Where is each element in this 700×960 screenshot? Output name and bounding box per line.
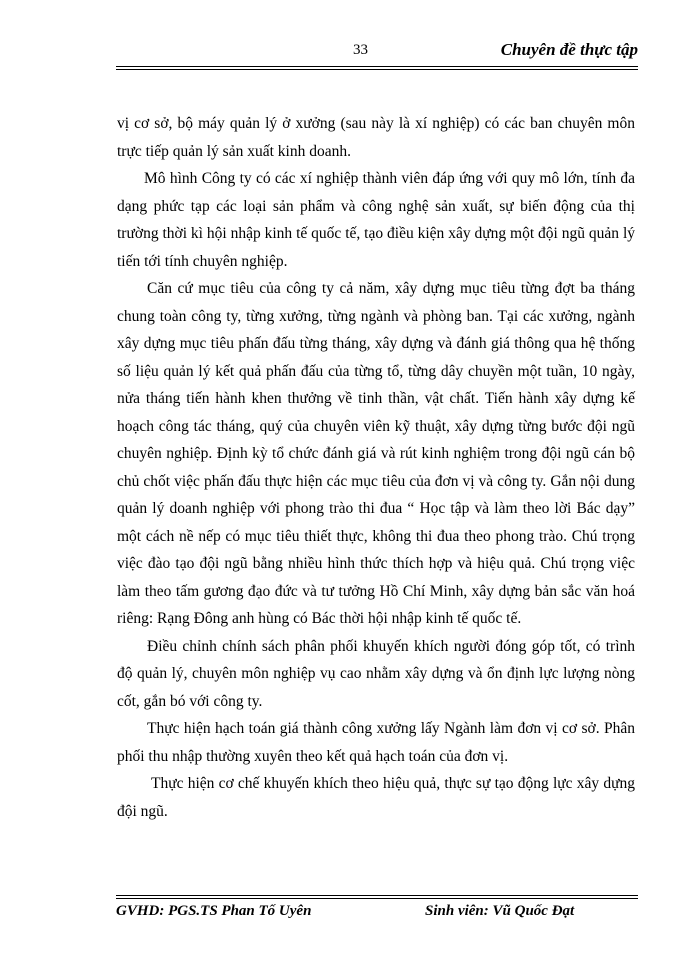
page-footer xyxy=(116,903,638,925)
paragraph: Căn cứ mục tiêu của công ty cả năm, xây dựng mục tiêu từng đợt ba tháng chung toàn công ty, từng xưởng, từng ngành và phòng ban. Tại các xưởng, ngành xây dựng mục tiêu phấn đấu từng tháng, xây dựng và đánh giá thông qua hệ thống số liệu quản lý kết quả phấn đấu của từng tổ, từng dây chuyền một tuần, 10 ngày, nửa tháng tiến hành khen thưởng về tinh thần, vật chất. Tiến hành xây dựng kế hoạch công tác tháng, quý của chuyên viên kỹ thuật, xây dựng từng bước đội ngũ chuyên nghiệp. Định kỳ tổ chức đánh giá và rút kinh nghiệm trong đội ngũ cán bộ chủ chốt việc phấn đấu thực hiện các mục tiêu của đơn vị và công ty. Gắn nội dung quản lý doanh nghiệp với phong trào thi đua “ Học tập và làm theo lời Bác dạy” một cách nề nếp có mục tiêu thiết thực, không thi đua theo phong trào. Chú trọng việc đào tạo đội ngũ bằng nhiều hình thức thích hợp và hiệu quả. Chú trọng việc làm theo tấm gương đạo đức và tư tưởng Hồ Chí Minh, xây dựng bản sắc văn hoá riêng: Rạng Đông anh hùng có Bác thời hội nhập kinh tế quốc tế. xyxy=(117,280,635,627)
page-number: 33 xyxy=(353,42,368,58)
running-title: Chuyên đề thực tập xyxy=(500,40,638,59)
paragraph: Thực hiện cơ chế khuyến khích theo hiệu quả, thực sự tạo động lực xây dựng đội ngũ. xyxy=(117,775,635,820)
paragraph: Điều chỉnh chính sách phân phối khuyến khích người đóng góp tốt, có trình độ quản lý, chuyên môn nghiệp vụ cao nhằm xây dựng và ổn định lực lượng nòng cốt, gắn bó với công ty. xyxy=(117,637,635,710)
footer-rule xyxy=(116,895,638,896)
advisor-name: GVHD: PGS.TS Phan Tố Uyên xyxy=(116,903,312,919)
body-text xyxy=(117,110,635,825)
page-header xyxy=(116,40,638,64)
student-name: Sinh viên: Vũ Quốc Đạt xyxy=(425,903,575,919)
footer-rule xyxy=(116,898,638,899)
header-rule xyxy=(116,69,638,70)
header-rule xyxy=(116,66,638,67)
paragraph: Thực hiện hạch toán giá thành công xưởng lấy Ngành làm đơn vị cơ sở. Phân phối thu nhập thường xuyên theo kết quả hạch toán của đơn vị. xyxy=(117,720,635,765)
paragraph: Mô hình Công ty có các xí nghiệp thành viên đáp ứng với quy mô lớn, tính đa dạng phức tạp các loại sản phẩm và công nghệ sản xuất, sự biến động của thị trường thời kì hội nhập kinh tế quốc tế, tạo điều kiện xây dựng một đội ngũ quản lý tiến tới tính chuyên nghiệp. xyxy=(117,170,635,270)
paragraph: vị cơ sở, bộ máy quản lý ở xưởng (sau này là xí nghiệp) có các ban chuyên môn trực tiếp quản lý sản xuất kinh doanh. xyxy=(117,115,635,160)
